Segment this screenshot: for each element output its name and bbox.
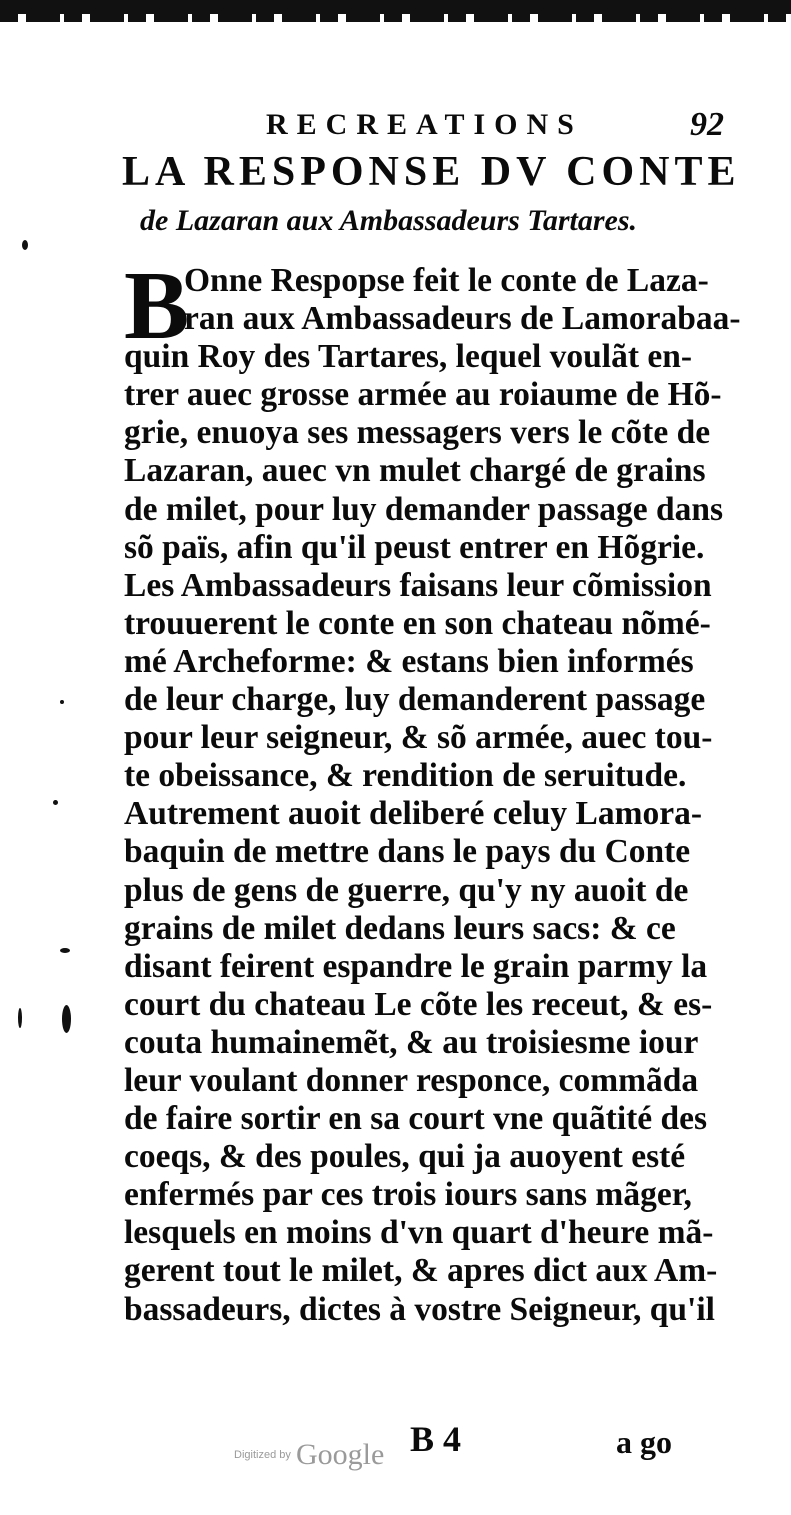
page-number: 92 bbox=[690, 106, 724, 143]
page-top-edge bbox=[0, 0, 791, 30]
text-line: bassadeurs, dictes à vostre Seigneur, qu'il bbox=[124, 1290, 715, 1328]
text-line: Les Ambassadeurs faisans leur cõmission bbox=[124, 566, 712, 604]
text-line: de milet, pour luy demander passage dans bbox=[124, 490, 724, 528]
text-line: grains de milet dedans leurs sacs: & ce bbox=[124, 909, 676, 947]
text-line: leur voulant donner responce, commãda bbox=[124, 1061, 699, 1099]
watermark-prefix: Digitized by bbox=[234, 1449, 291, 1461]
text-line: pour leur seigneur, & sõ armée, auec tou- bbox=[124, 719, 713, 757]
text-line: trouuerent le conte en son chateau nõmé- bbox=[124, 604, 711, 642]
catchword: a go bbox=[616, 1424, 672, 1460]
text-line: mé Archeforme: & estans bien informés bbox=[124, 642, 694, 680]
drop-cap: B bbox=[124, 252, 190, 360]
text-line: trer auec grosse armée au roiaume de Hõ- bbox=[124, 376, 722, 414]
ink-speck bbox=[60, 700, 64, 704]
digitized-watermark bbox=[234, 1438, 384, 1472]
text-line: ran aux Ambassadeurs de Lamorabaa- bbox=[184, 300, 741, 338]
ink-speck bbox=[53, 800, 58, 805]
running-title: RECREATIONS bbox=[266, 108, 583, 141]
text-line: coeqs, & des poules, qui ja auoyent esté bbox=[124, 1138, 686, 1176]
text-line: quin Roy des Tartares, lequel voulãt en- bbox=[124, 338, 693, 376]
text-line: couta humainemẽt, & au troisiesme iour bbox=[124, 1023, 699, 1061]
text-line: court du chateau Le cõte les receut, & es- bbox=[124, 985, 713, 1023]
text-line: plus de gens de guerre, qu'y ny auoit de bbox=[124, 871, 689, 909]
text-line: lesquels en moins d'vn quart d'heure mã- bbox=[124, 1214, 714, 1252]
chapter-subtitle: de Lazaran aux Ambassadeurs Tartares. bbox=[140, 204, 638, 237]
google-logo: Google bbox=[295, 1438, 385, 1471]
chapter-title: LA RESPONSE DV CONTE bbox=[122, 149, 741, 195]
ink-speck bbox=[60, 948, 70, 953]
text-line: grie, enuoya ses messagers vers le cõte de bbox=[124, 414, 711, 452]
text-line: baquin de mettre dans le pays du Conte bbox=[124, 833, 691, 871]
text-line: sõ païs, afin qu'il peust entrer en Hõgrie. bbox=[124, 528, 705, 566]
text-line: de faire sortir en sa court vne quãtité des bbox=[124, 1100, 708, 1138]
text-line: disant feirent espandre le grain parmy la bbox=[124, 947, 708, 985]
scan-border-top bbox=[0, 0, 791, 14]
text-line: Onne Respopse feit le conte de Laza- bbox=[184, 262, 709, 299]
text-line: de leur charge, luy demanderent passage bbox=[124, 681, 706, 719]
text-line: Autrement auoit deliberé celuy Lamora- bbox=[124, 795, 703, 833]
ink-speck bbox=[18, 1008, 22, 1028]
scan-border-torn bbox=[0, 14, 791, 22]
ink-speck bbox=[62, 1005, 71, 1033]
signature-mark: B 4 bbox=[410, 1419, 462, 1459]
running-head bbox=[0, 108, 791, 148]
text-line: te obeissance, & rendition de seruitude. bbox=[124, 757, 687, 795]
text-line: enfermés par ces trois iours sans mãger, bbox=[124, 1176, 692, 1214]
ink-speck bbox=[22, 240, 28, 250]
body-text bbox=[124, 252, 749, 1329]
text-line: Lazaran, auec vn mulet chargé de grains bbox=[124, 452, 706, 490]
text-line: gerent tout le milet, & apres dict aux Am- bbox=[124, 1252, 718, 1290]
